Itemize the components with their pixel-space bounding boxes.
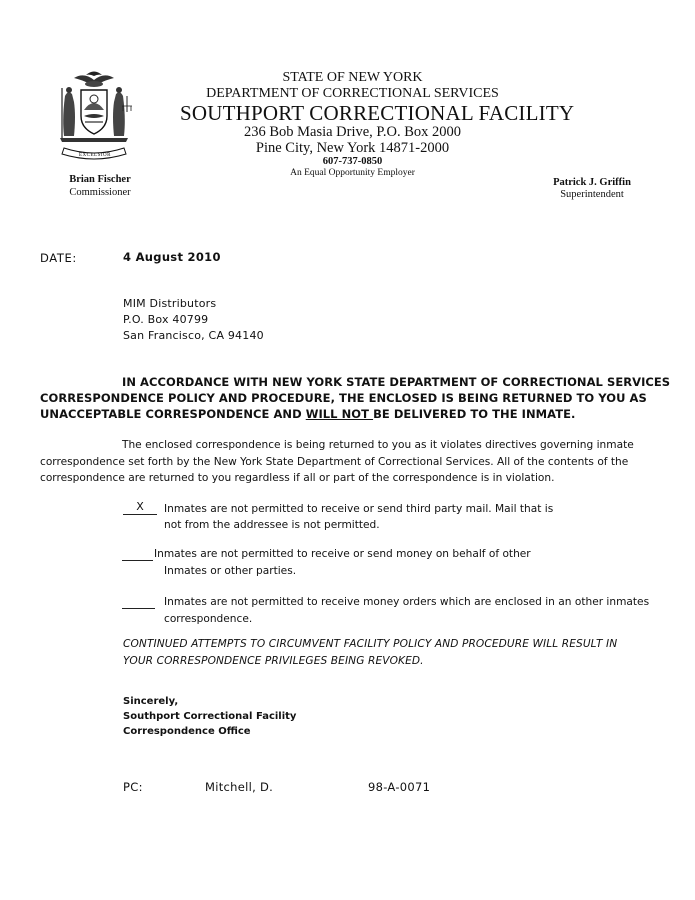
option-third-party-line1: Inmates are not permitted to receive or send third party mail. Mail that is — [164, 503, 554, 515]
recipient-name: MIM Distributors — [123, 297, 217, 310]
recipient-city: San Francisco, CA 94140 — [123, 329, 264, 342]
option-third-party-mark: X — [123, 500, 157, 515]
letterhead-tagline: An Equal Opportunity Employer — [290, 168, 415, 178]
date-label: DATE: — [40, 251, 77, 265]
commissioner-name: Brian Fischer — [69, 174, 131, 185]
pc-inmate-number: 98-A-0071 — [368, 780, 431, 794]
pc-name: Mitchell, D. — [205, 780, 274, 794]
option-money-orders-line2: correspondence. — [164, 613, 253, 625]
notice-line1: IN ACCORDANCE WITH NEW YORK STATE DEPARTMENT OF CORRECTIONAL SERVICES — [122, 375, 671, 389]
notice-line3-before: UNACCEPTABLE CORRESPONDENCE AND — [40, 407, 306, 421]
option-third-party-line2: not from the addressee is not permitted. — [164, 519, 380, 531]
option-money-line1: Inmates are not permitted to receive or send money on behalf of other — [154, 548, 531, 560]
closing-facility: Southport Correctional Facility — [123, 711, 297, 722]
letterhead-address-line2: Pine City, New York 14871-2000 — [255, 140, 450, 156]
notice-line3 — [40, 407, 575, 421]
letterhead-facility: SOUTHPORT CORRECTIONAL FACILITY — [180, 101, 575, 125]
pc-label: PC: — [123, 780, 143, 794]
warning-line1: CONTINUED ATTEMPTS TO CIRCUMVENT FACILITY POLICY AND PROCEDURE WILL RESULT IN — [123, 638, 618, 650]
option-money-mark — [122, 546, 153, 561]
closing-salutation: Sincerely, — [123, 696, 179, 707]
letterhead-address-line1: 236 Bob Masia Drive, P.O. Box 2000 — [243, 124, 462, 140]
notice-line2: CORRESPONDENCE POLICY AND PROCEDURE, THE ENCLOSED IS BEING RETURNED TO YOU AS — [40, 391, 647, 405]
state-seal-icon — [52, 66, 136, 166]
letterhead-state: STATE OF NEW YORK — [282, 70, 423, 85]
letterhead-department: DEPARTMENT OF CORRECTIONAL SERVICES — [206, 86, 499, 101]
commissioner-title: Commissioner — [69, 187, 131, 198]
paragraph-line2: correspondence set forth by the New York State Department of Correctional Services. All of the contents of the — [40, 456, 629, 468]
superintendent-name: Patrick J. Griffin — [553, 177, 631, 188]
option-money-orders-mark — [122, 594, 155, 609]
letterhead-phone: 607-737-0850 — [322, 156, 383, 167]
closing-office: Correspondence Office — [123, 726, 251, 737]
notice-line3-after: BE DELIVERED TO THE INMATE. — [373, 407, 576, 421]
notice-will-not: WILL NOT — [305, 407, 374, 421]
option-money-line2: Inmates or other parties. — [164, 565, 297, 577]
superintendent-title: Superintendent — [560, 189, 624, 200]
warning-line2: YOUR CORRESPONDENCE PRIVILEGES BEING REVOKED. — [123, 655, 424, 667]
paragraph-line1: The enclosed correspondence is being returned to you as it violates directives governing inmate — [122, 439, 634, 451]
option-money-orders-line1: Inmates are not permitted to receive money orders which are enclosed in an other inmates — [164, 596, 650, 608]
date-value: 4 August 2010 — [123, 250, 221, 264]
recipient-po-box: P.O. Box 40799 — [123, 313, 209, 326]
seal-motto: EXCELSIOR — [79, 153, 111, 158]
paragraph-line3: correspondence are returned to you regardless if all or part of the correspondence is in violation. — [40, 472, 555, 484]
